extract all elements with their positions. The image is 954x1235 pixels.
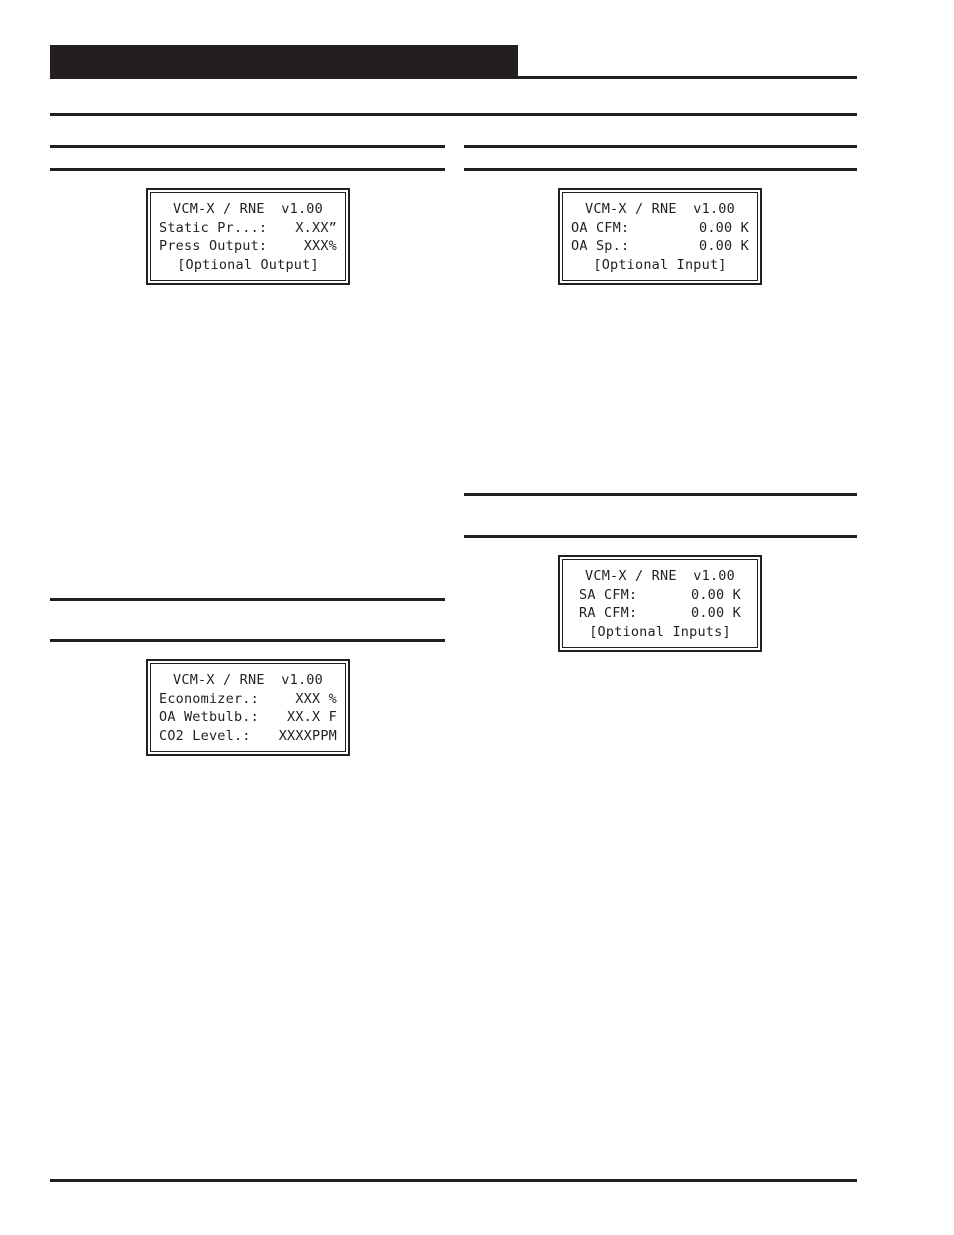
lcd-value: 0.00 K [699,238,749,255]
lcd-line-economizer [159,690,337,709]
lcd-line-title: VCM-X / RNE v1.00 [173,672,323,688]
left-section-rule-1 [50,145,445,148]
lcd-display-economizer [146,659,350,756]
right-section-rule-4 [464,535,857,538]
lcd-line-co2-level [159,727,337,746]
header-bar [50,45,518,77]
lcd-line-title: VCM-X / RNE v1.00 [173,201,323,217]
lcd-label: Static Pr...: [159,219,268,236]
lcd-line-title: VCM-X / RNE v1.00 [585,201,735,217]
lcd-line-oa-sp [571,237,749,256]
right-section-rule-3 [464,493,857,496]
lcd-value: XXXXPPM [278,727,337,744]
lcd-line-ra-cfm [579,604,741,623]
lcd-line-static-pressure [159,219,337,238]
lcd-label: Press Output: [159,238,268,255]
lcd-value: XXX% [303,238,337,255]
lcd-line-optional: [Optional Inputs] [589,623,731,640]
lcd-value: 0.00 K [691,605,741,622]
lcd-line-oa-cfm [571,219,749,238]
lcd-label: SA CFM: [579,586,638,603]
lcd-value: X.XX” [295,219,337,236]
section-rule-top [50,113,857,116]
lcd-display-static-pressure [146,188,350,285]
lcd-value: 0.00 K [699,219,749,236]
lcd-line-optional: [Optional Output] [177,256,319,273]
right-section-rule-1 [464,145,857,148]
lcd-label: OA Wetbulb.: [159,709,259,726]
lcd-line-oa-wetbulb [159,708,337,727]
lcd-line-press-output [159,237,337,256]
lcd-label: OA Sp.: [571,238,630,255]
lcd-value: 0.00 K [691,586,741,603]
lcd-line-optional: [Optional Input] [593,256,727,273]
right-section-rule-2 [464,168,857,171]
header-rule [50,76,857,79]
lcd-label: Economizer.: [159,690,259,707]
footer-rule [50,1179,857,1182]
lcd-label: RA CFM: [579,605,638,622]
left-section-rule-2 [50,168,445,171]
lcd-label: OA CFM: [571,219,630,236]
lcd-value: XXX % [295,690,337,707]
left-section-rule-4 [50,639,445,642]
lcd-value: XX.X F [287,709,337,726]
lcd-line-title: VCM-X / RNE v1.00 [585,568,735,584]
left-section-rule-3 [50,598,445,601]
lcd-line-sa-cfm [579,586,741,605]
lcd-display-sa-ra-cfm [558,555,762,652]
lcd-label: CO2 Level.: [159,727,251,744]
lcd-display-oa-cfm [558,188,762,285]
